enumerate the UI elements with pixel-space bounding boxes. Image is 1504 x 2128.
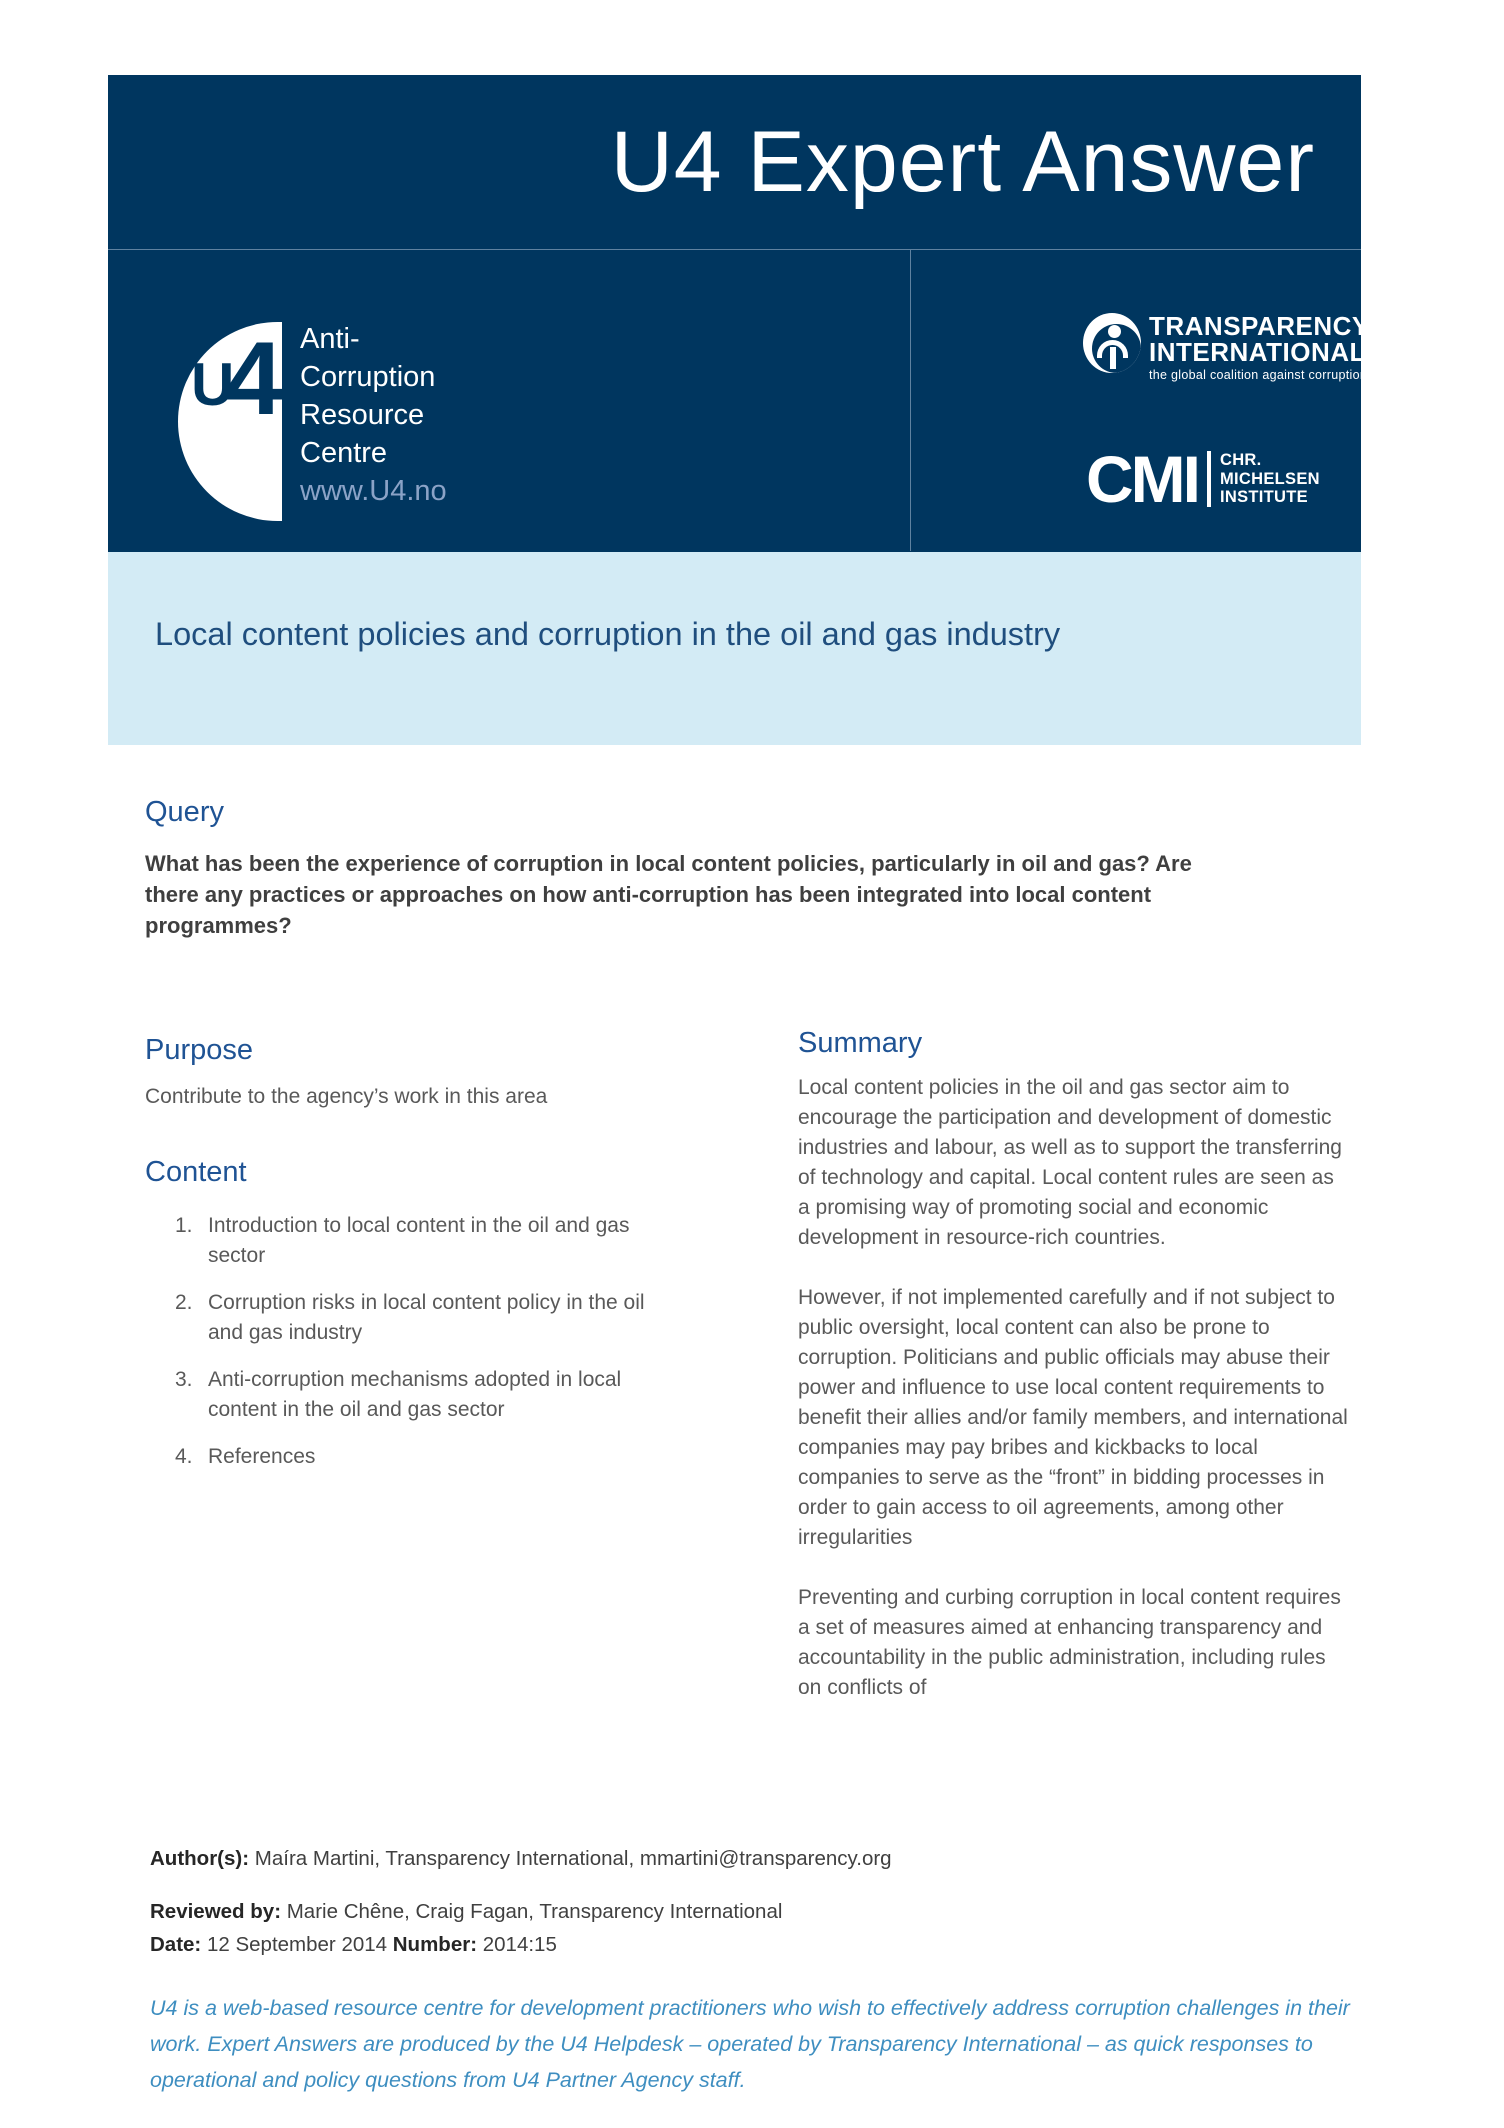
summary-paragraph: However, if not implemented carefully and if not subject to public oversight, local content can also be prone to corruption. Politicians and public officials may abuse their power and influence to use local content requirements to benefit their allies and/or family members, and international companies may pay bribes and kickbacks to local companies to serve as the “front” in bidding processes in order to gain access to oil agreements, among other irregularities [798,1286,1348,1549]
u4-wordmark-line: Resource [300,399,425,431]
number-label: Number: [392,1933,478,1956]
cmi-wordmark-line: MICHELSEN [1219,469,1320,488]
cmi-divider [1207,451,1211,507]
summary-heading: Summary [798,1027,923,1059]
toc-item-number: 4. [175,1445,193,1468]
ti-globe-icon [1083,313,1141,373]
toc-item-number: 3. [175,1368,193,1391]
content-heading: Content [145,1156,247,1188]
toc-item-text: Introduction to local content in the oil and gas sector [208,1214,630,1267]
u4-wordmark-line: Anti- [300,323,360,355]
u4-monogram-u: U [191,351,235,418]
author-label: Author(s): [150,1847,250,1870]
query-text: What has been the experience of corruption in local content policies, particularly in oil and gas? Are there any practices or approaches on how anti-corruption has been integrated into local content programmes? [145,851,1192,938]
cmi-wordmark [1220,451,1320,507]
left-column [145,1034,705,1489]
toc-item-text: Anti-corruption mechanisms adopted in local content in the oil and gas sector [208,1368,622,1421]
u4-wordmark-line: Centre [300,437,388,469]
author-text: Maíra Martini, Transparency International, mmartini@transparency.org [254,1847,892,1870]
toc-item [145,1442,705,1472]
ti-wordmark-line: TRANSPARENCY [1149,311,1370,341]
ti-tagline: the global coalition against corruption [1149,368,1368,382]
author-line [150,1842,1368,1875]
ti-figure-head [1108,325,1121,338]
purpose-heading: Purpose [145,1034,254,1066]
ti-figure-body [1110,347,1116,369]
u4-logo-icon [178,322,282,521]
cmi-acronym: CMI [1086,442,1198,516]
summary-column [798,1027,1350,1703]
ti-wordmark [1149,313,1370,382]
summary-paragraph: Preventing and curbing corruption in local content requires a set of measures aimed at enhancing transparency and accountability in the public administration, including rules on conflicts of [798,1586,1341,1699]
query-heading: Query [145,796,224,828]
cmi-wordmark-line: CHR. [1219,451,1262,470]
u4-monogram-4: 4 [225,321,283,437]
cmi-logo [1086,442,1320,516]
number-text: 2014:15 [482,1933,557,1956]
masthead [108,75,1361,250]
toc-item-text: References [208,1445,316,1468]
toc-item-number: 1. [175,1214,193,1237]
reviewed-line [150,1895,1368,1961]
transparency-international-logo [1083,313,1370,382]
document-header [108,75,1370,552]
u4-logo-block [108,250,910,551]
date-text: 12 September 2014 [206,1933,388,1956]
purpose-text: Contribute to the agency’s work in this area [145,1085,548,1108]
toc-item [145,1365,705,1425]
page-title: Local content policies and corruption in the oil and gas industry [155,616,1061,652]
partner-logos [910,250,1370,551]
u4-disclaimer: U4 is a web-based resource centre for development practitioners who wish to effectively address corruption challenges in their work. Expert Answers are produced by the U4 Helpdesk – operated by Transparency International – as quick responses to operational and policy questions from U4 Partner Agency staff. [150,1996,1350,2092]
u4-website-url: www.U4.no [300,475,447,507]
query-section [145,796,1235,941]
u4-wordmark [300,320,447,510]
summary-paragraph: Local content policies in the oil and gas sector aim to encourage the participation and development of domestic industries and labour, as well as to support the transferring of technology and capital. Local content rules are seen as a promising way of promoting social and economic development in resource-rich countries. [798,1076,1342,1249]
cmi-wordmark-line: INSTITUTE [1219,488,1308,507]
toc-item [145,1288,705,1348]
document-footer [150,1842,1368,2098]
masthead-title: U4 Expert Answer [610,114,1315,210]
ti-wordmark-line: INTERNATIONAL [1149,337,1366,367]
reviewed-label: Reviewed by: [150,1900,282,1923]
title-banner [108,552,1361,745]
logo-row [108,250,1370,551]
date-label: Date: [150,1933,202,1956]
reviewed-text: Marie Chêne, Craig Fagan, Transparency International [286,1900,783,1923]
u4-wordmark-line: Corruption [300,361,436,393]
toc-item-text: Corruption risks in local content policy in the oil and gas industry [208,1291,645,1344]
toc-item-number: 2. [175,1291,193,1314]
toc-item [145,1211,705,1271]
table-of-contents [145,1211,705,1472]
